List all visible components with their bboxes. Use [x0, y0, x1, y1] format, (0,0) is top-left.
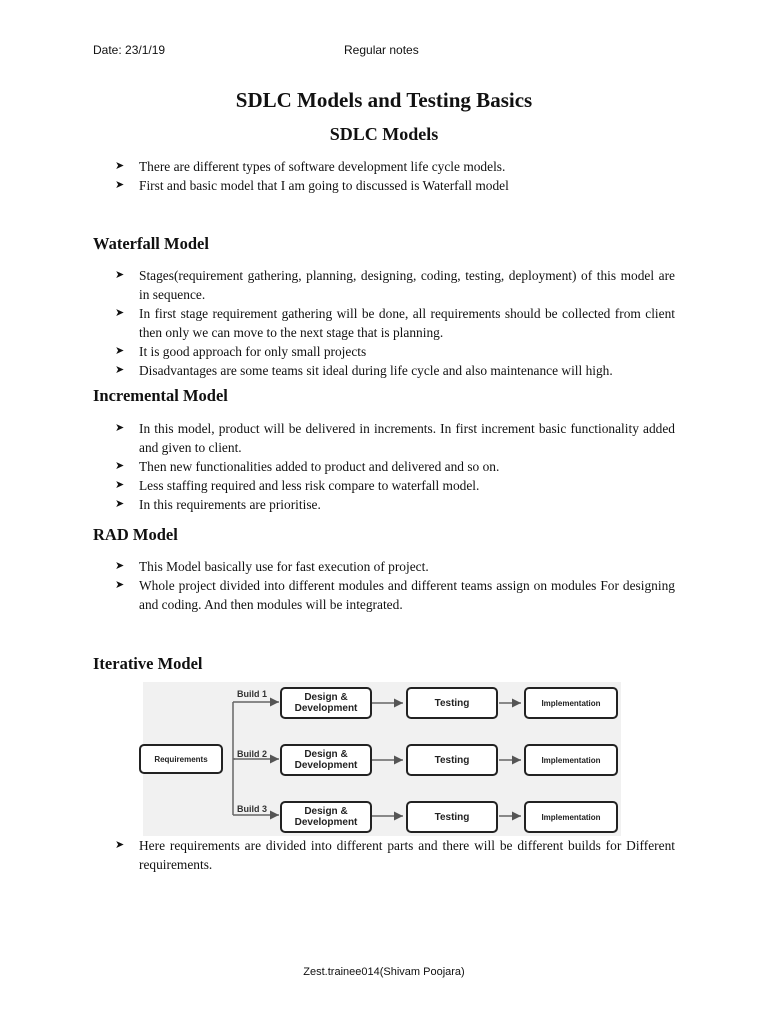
iterative-model-diagram: [143, 682, 621, 836]
arrow-bullet-icon: ➤: [115, 839, 125, 851]
arrow-bullet-icon: ➤: [115, 560, 125, 572]
build-label: Build 2: [237, 749, 268, 759]
page-subtitle: SDLC Models: [329, 124, 439, 144]
list-item: ➤ Stages(requirement gathering, planning, designing, coding, testing, deployment) of this model are in sequence.: [115, 268, 675, 302]
list-item: ➤ This Model basically use for fast execution of project.: [115, 559, 429, 574]
list-item: ➤ In first stage requirement gathering will be done, all requirements should be collected from client then only we can move to the next stage that is planning.: [115, 306, 675, 340]
list-item: ➤ First and basic model that I am going to discussed is Waterfall model: [115, 178, 509, 193]
section-heading-iterative: Iterative Model: [93, 654, 203, 673]
header-date: Date: 23/1/19: [93, 43, 166, 57]
header-notes: Regular notes: [344, 43, 419, 57]
list-item: ➤ Here requirements are divided into different parts and there will be different builds for Different requirements.: [115, 838, 675, 872]
arrow-bullet-icon: ➤: [115, 579, 125, 591]
design-development-box: Design & Development: [280, 687, 372, 719]
list-item: ➤ Whole project divided into different modules and different teams assign on modules For designing and coding. And then modules will be integrated.: [115, 578, 675, 612]
list-item: ➤ Disadvantages are some teams sit ideal during life cycle and also maintenance will high.: [115, 363, 613, 378]
build-label: Build 1: [237, 689, 268, 699]
arrow-bullet-icon: ➤: [115, 498, 125, 510]
arrow-bullet-icon: ➤: [115, 364, 125, 376]
testing-box: Testing: [406, 687, 498, 719]
page-footer: Zest.trainee014(Shivam Poojara): [303, 966, 465, 978]
page-title: SDLC Models and Testing Basics: [235, 88, 533, 112]
testing-box: Testing: [406, 801, 498, 833]
arrow-bullet-icon: ➤: [115, 179, 125, 191]
section-heading-incremental: Incremental Model: [93, 386, 228, 405]
implementation-box: Implementation: [524, 744, 618, 776]
section-heading-rad: RAD Model: [93, 525, 178, 544]
list-item: ➤ There are different types of software development life cycle models.: [115, 159, 506, 174]
implementation-box: Implementation: [524, 687, 618, 719]
list-item: ➤ Then new functionalities added to product and delivered and so on.: [115, 459, 500, 474]
arrow-bullet-icon: ➤: [115, 345, 125, 357]
testing-box: Testing: [406, 744, 498, 776]
arrow-bullet-icon: ➤: [115, 460, 125, 472]
iterative-list: [115, 836, 675, 874]
arrow-bullet-icon: ➤: [115, 269, 125, 281]
intro-list: [115, 157, 675, 195]
list-item: ➤ Less staffing required and less risk compare to waterfall model.: [115, 478, 480, 493]
arrow-bullet-icon: ➤: [115, 479, 125, 491]
arrow-bullet-icon: ➤: [115, 160, 125, 172]
rad-list: [115, 557, 675, 614]
list-item: ➤ In this requirements are prioritise.: [115, 497, 321, 512]
incremental-list: [115, 419, 675, 514]
waterfall-list: [115, 266, 675, 380]
section-heading-waterfall: Waterfall Model: [93, 234, 209, 253]
implementation-box: Implementation: [524, 801, 618, 833]
requirements-box: Requirements: [139, 744, 223, 774]
arrow-bullet-icon: ➤: [115, 422, 125, 434]
list-item: ➤ In this model, product will be delivered in increments. In first increment basic functionality added and given to client.: [115, 421, 675, 455]
design-development-box: Design & Development: [280, 744, 372, 776]
list-item: ➤ It is good approach for only small projects: [115, 344, 367, 359]
design-development-box: Design & Development: [280, 801, 372, 833]
build-label: Build 3: [237, 804, 268, 814]
arrow-bullet-icon: ➤: [115, 307, 125, 319]
